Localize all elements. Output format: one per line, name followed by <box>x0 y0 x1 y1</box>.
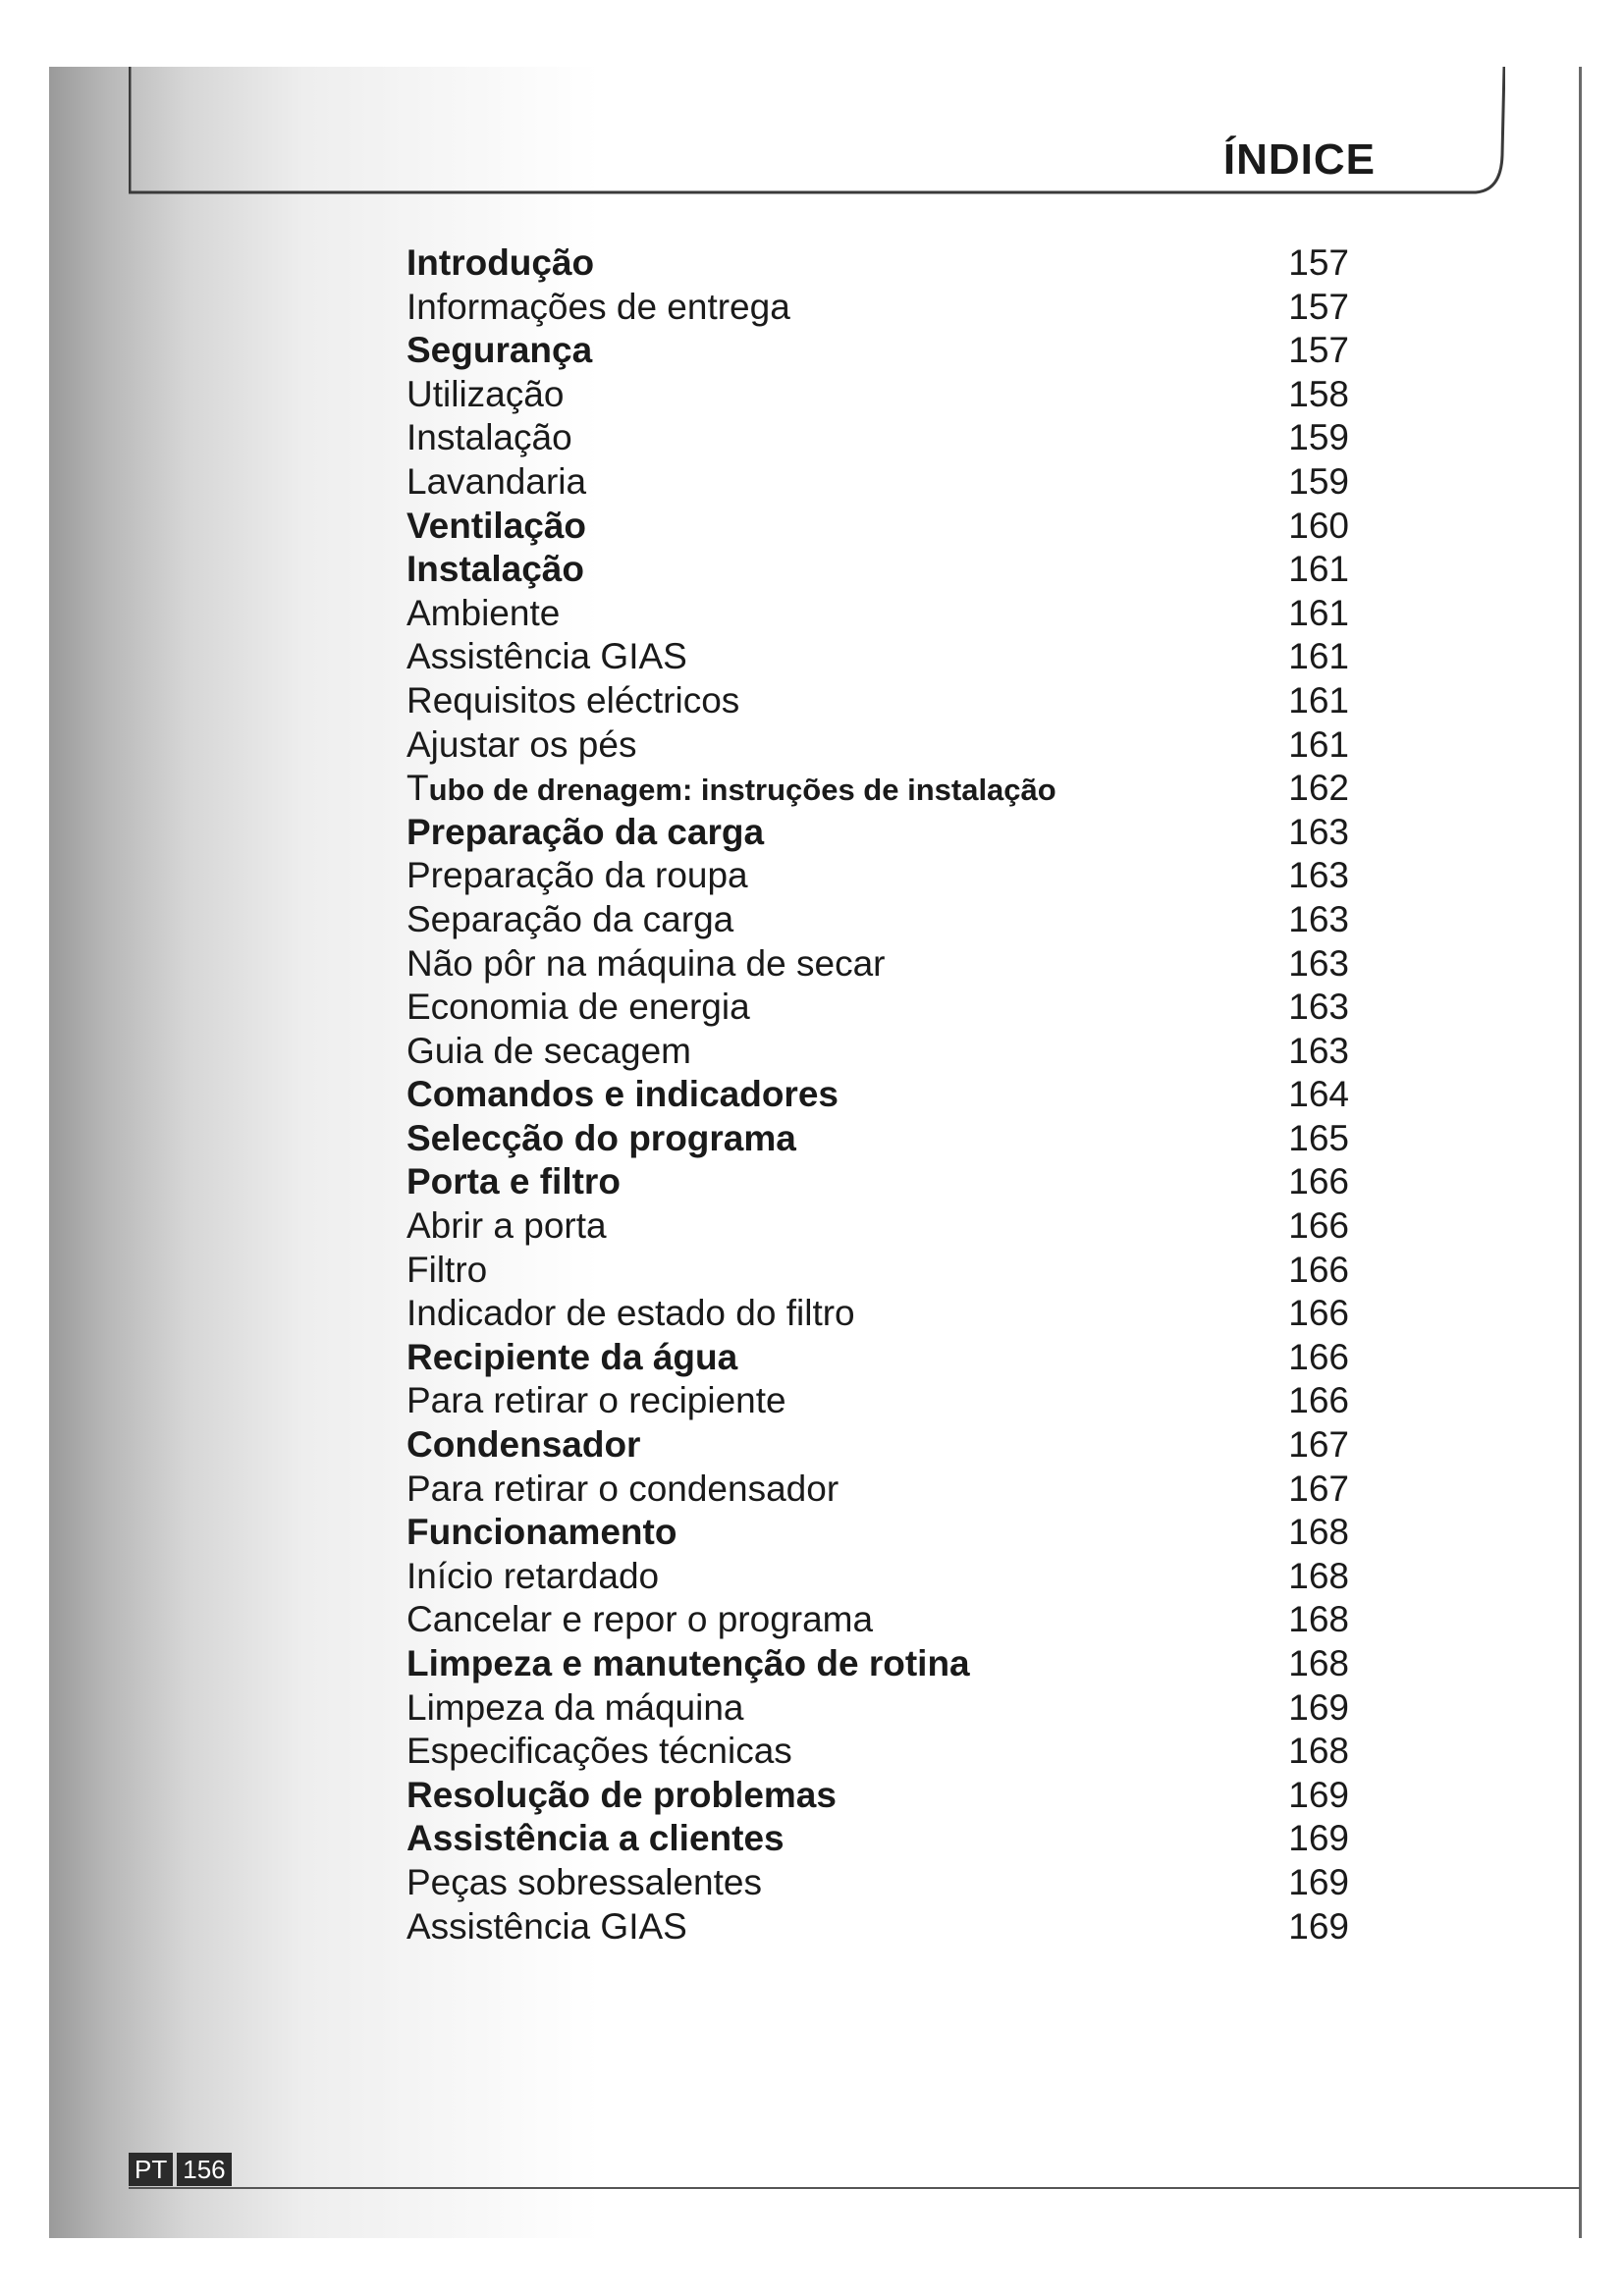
toc-entry-title: Resolução de problemas <box>406 1774 837 1815</box>
toc-entry-title: Porta e filtro <box>406 1161 621 1202</box>
toc-entry-page: 166 <box>1288 1380 1349 1421</box>
toc-entry-page: 165 <box>1288 1117 1349 1158</box>
toc-entry-page: 161 <box>1288 592 1349 633</box>
toc-entry-title: Preparação da carga <box>406 811 765 852</box>
toc-entry[interactable] <box>406 505 1349 549</box>
toc-entry-first-letter: T <box>406 768 429 809</box>
toc-entry[interactable] <box>406 1117 1349 1161</box>
toc-entry[interactable] <box>406 373 1349 417</box>
toc-entry[interactable] <box>406 767 1349 811</box>
toc-entry-title: Limpeza e manutenção de rotina <box>406 1643 970 1683</box>
toc-entry-title: Assistência GIAS <box>406 636 687 677</box>
toc-entry[interactable] <box>406 592 1349 636</box>
toc-entry-title: Cancelar e repor o programa <box>406 1599 874 1640</box>
toc-entry-title: Comandos e indicadores <box>406 1074 839 1115</box>
toc-entry-title: Início retardado <box>406 1555 660 1596</box>
toc-entry[interactable] <box>406 1555 1349 1599</box>
toc-entry-title: Informações de entrega <box>406 286 790 327</box>
toc-entry-page: 163 <box>1288 987 1349 1028</box>
toc-entry-page: 168 <box>1288 1643 1349 1683</box>
toc-entry[interactable] <box>406 1073 1349 1117</box>
toc-entry-page: 167 <box>1288 1468 1349 1509</box>
toc-entry-page: 159 <box>1288 460 1349 502</box>
toc-entry[interactable] <box>406 1468 1349 1512</box>
toc-entry-page: 164 <box>1288 1074 1349 1115</box>
toc-entry-page: 168 <box>1288 1599 1349 1640</box>
toc-entry-page: 169 <box>1288 1905 1349 1947</box>
toc-entry[interactable] <box>406 1730 1349 1774</box>
toc-entry-title: Preparação da roupa <box>406 855 748 896</box>
toc-entry-page: 169 <box>1288 1818 1349 1859</box>
footer <box>129 2153 232 2186</box>
toc-entry-title-rest: ubo de drenagem: instruções de instalação <box>428 773 1056 808</box>
toc-entry[interactable] <box>406 679 1349 723</box>
toc-entry[interactable] <box>406 241 1349 286</box>
toc-entry-page: 161 <box>1288 679 1349 721</box>
toc-entry[interactable] <box>406 1379 1349 1423</box>
toc-entry-title: Assistência GIAS <box>406 1905 687 1947</box>
toc-entry-page: 157 <box>1288 330 1349 371</box>
toc-entry[interactable] <box>406 986 1349 1030</box>
toc-entry-title: Limpeza da máquina <box>406 1686 744 1728</box>
toc-entry[interactable] <box>406 460 1349 505</box>
toc-entry-title: Condensador <box>406 1424 641 1466</box>
toc-entry-title: Instalação <box>406 417 572 458</box>
toc-entry-title: Para retirar o condensador <box>406 1468 839 1509</box>
toc-entry[interactable] <box>406 1686 1349 1731</box>
toc-entry-title: Indicador de estado do filtro <box>406 1293 855 1334</box>
toc-entry-title <box>406 768 1056 809</box>
toc-entry[interactable] <box>406 1160 1349 1204</box>
toc-entry-title: Recipiente da água <box>406 1336 738 1377</box>
toc-entry[interactable] <box>406 1774 1349 1818</box>
toc-entry-page: 161 <box>1288 636 1349 677</box>
toc-entry[interactable] <box>406 635 1349 679</box>
toc-entry-title: Para retirar o recipiente <box>406 1380 786 1421</box>
toc-entry-page: 168 <box>1288 1512 1349 1553</box>
toc-entry-page: 166 <box>1288 1249 1349 1290</box>
toc-entry-page: 158 <box>1288 373 1349 414</box>
toc-entry-page: 169 <box>1288 1774 1349 1815</box>
toc-entry[interactable] <box>406 898 1349 942</box>
toc-entry[interactable] <box>406 1423 1349 1468</box>
toc-entry-title: Guia de secagem <box>406 1030 692 1071</box>
right-margin-rule <box>1579 67 1582 2238</box>
toc-entry[interactable] <box>406 811 1349 855</box>
page-title: ÍNDICE <box>1222 135 1376 184</box>
toc-entry-title: Abrir a porta <box>406 1205 607 1247</box>
language-badge: PT <box>129 2153 173 2186</box>
toc-entry-title: Segurança <box>406 330 593 371</box>
toc-entry-page: 157 <box>1288 286 1349 327</box>
toc-entry-page: 163 <box>1288 1030 1349 1071</box>
toc-entry[interactable] <box>406 1905 1349 1949</box>
toc-entry[interactable] <box>406 1030 1349 1074</box>
toc-entry-title: Ventilação <box>406 505 587 546</box>
toc-entry-page: 166 <box>1288 1161 1349 1202</box>
toc-entry-page: 168 <box>1288 1731 1349 1772</box>
toc-entry[interactable] <box>406 1598 1349 1642</box>
toc-entry-page: 159 <box>1288 417 1349 458</box>
toc-entry-title: Funcionamento <box>406 1512 677 1553</box>
toc-entry-page: 169 <box>1288 1861 1349 1902</box>
toc-entry-page: 157 <box>1288 242 1349 283</box>
toc-entry-page: 160 <box>1288 505 1349 546</box>
toc-entry-title: Não pôr na máquina de secar <box>406 942 886 984</box>
page-number-badge: 156 <box>177 2153 231 2186</box>
toc-entry-page: 167 <box>1288 1424 1349 1466</box>
toc-entry[interactable] <box>406 1292 1349 1336</box>
table-of-contents <box>406 241 1349 1949</box>
toc-entry-title: Peças sobressalentes <box>406 1861 762 1902</box>
footer-rule <box>129 2187 1580 2189</box>
toc-entry[interactable] <box>406 723 1349 768</box>
toc-entry[interactable] <box>406 1511 1349 1555</box>
toc-entry-page: 163 <box>1288 855 1349 896</box>
toc-entry-title: Requisitos eléctricos <box>406 679 740 721</box>
toc-entry-title: Economia de energia <box>406 987 750 1028</box>
toc-entry-page: 163 <box>1288 898 1349 939</box>
toc-entry[interactable] <box>406 1249 1349 1293</box>
toc-entry-title: Selecção do programa <box>406 1117 796 1158</box>
toc-entry[interactable] <box>406 1204 1349 1249</box>
toc-entry[interactable] <box>406 548 1349 592</box>
toc-entry[interactable] <box>406 329 1349 373</box>
toc-entry[interactable] <box>406 286 1349 330</box>
toc-entry[interactable] <box>406 854 1349 898</box>
toc-entry-page: 163 <box>1288 942 1349 984</box>
toc-entry-title: Lavandaria <box>406 460 587 502</box>
toc-entry[interactable] <box>406 1861 1349 1905</box>
toc-entry[interactable] <box>406 416 1349 460</box>
toc-entry-title: Filtro <box>406 1249 488 1290</box>
toc-entry-title: Separação da carga <box>406 898 734 939</box>
toc-entry-page: 166 <box>1288 1293 1349 1334</box>
toc-entry-page: 166 <box>1288 1205 1349 1247</box>
toc-entry-title: Especificações técnicas <box>406 1731 792 1772</box>
toc-entry-page: 162 <box>1288 768 1349 809</box>
toc-entry-page: 169 <box>1288 1686 1349 1728</box>
toc-entry[interactable] <box>406 942 1349 987</box>
toc-entry-title: Ajustar os pés <box>406 723 637 765</box>
toc-entry-page: 166 <box>1288 1336 1349 1377</box>
toc-entry-page: 163 <box>1288 811 1349 852</box>
toc-entry-page: 161 <box>1288 723 1349 765</box>
toc-entry[interactable] <box>406 1817 1349 1861</box>
toc-entry-title: Introdução <box>406 242 595 283</box>
toc-entry-page: 168 <box>1288 1555 1349 1596</box>
toc-entry-title: Ambiente <box>406 592 561 633</box>
toc-entry[interactable] <box>406 1642 1349 1686</box>
toc-entry-title: Assistência a clientes <box>406 1818 785 1859</box>
toc-entry-title: Instalação <box>406 549 584 590</box>
toc-entry[interactable] <box>406 1336 1349 1380</box>
toc-entry-title: Utilização <box>406 373 565 414</box>
toc-entry-page: 161 <box>1288 549 1349 590</box>
